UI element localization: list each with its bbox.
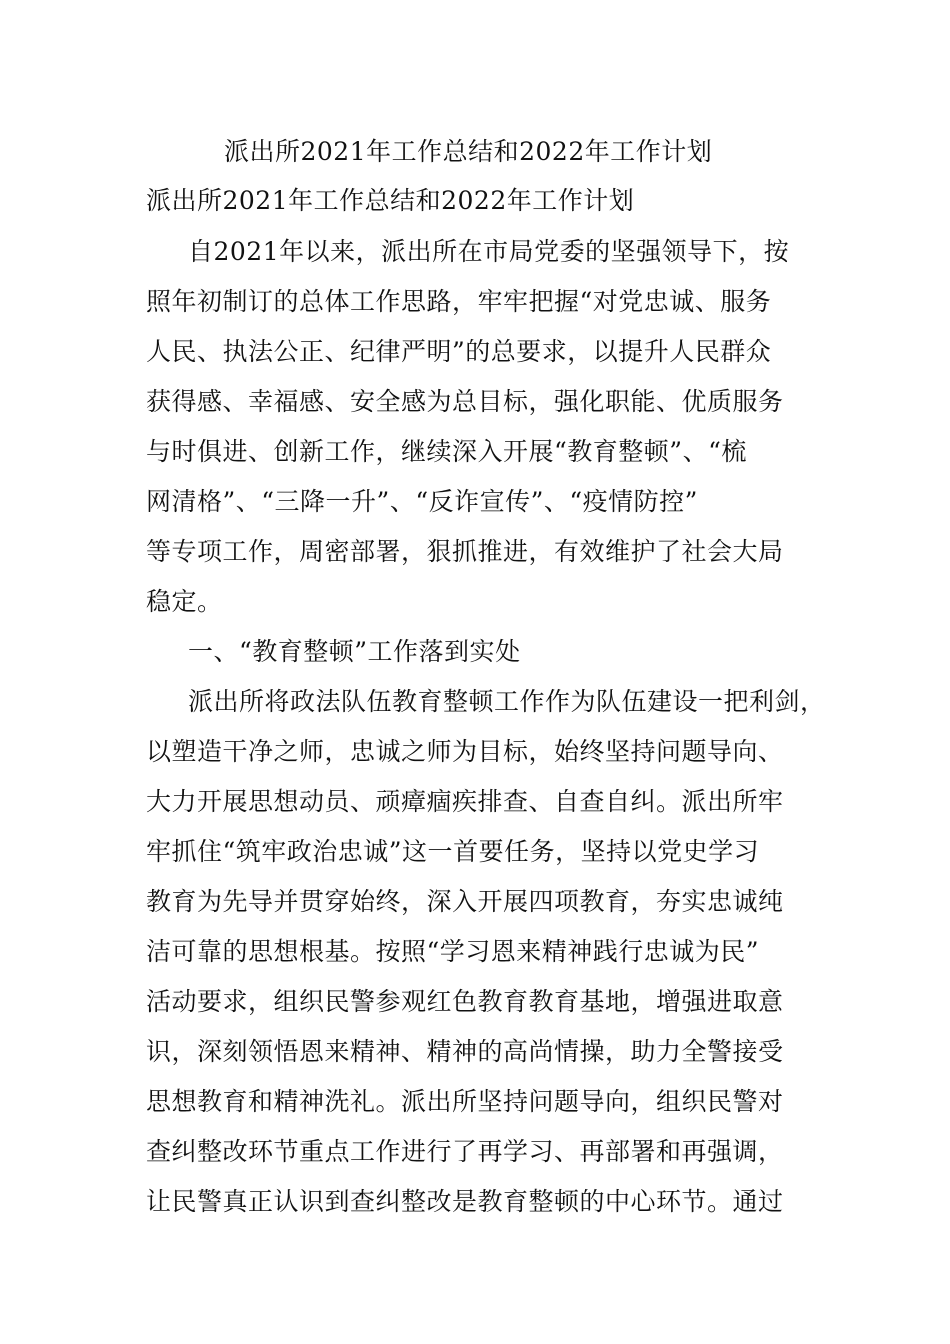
document-title: 派出所2021年工作总结和2022年工作计划 — [224, 137, 713, 166]
paragraph-line: 自2021年以来，派出所在市局党委的坚强领导下，按 — [188, 237, 790, 266]
paragraph-line: 大力开展思想动员、顽瘴痼疾排查、自查自纠。派出所牢 — [146, 787, 784, 816]
paragraph-line: 获得感、幸福感、安全感为总目标，强化职能、优质服务 — [146, 387, 784, 416]
paragraph-line: 网清格”、“三降一升”、“反诈宣传”、“疫情防控” — [146, 487, 698, 516]
paragraph-line: 查纠整改环节重点工作进行了再学习、再部署和再强调， — [146, 1137, 784, 1166]
paragraph-line: 照年初制订的总体工作思路，牢牢把握“对党忠诚、服务 — [146, 287, 772, 316]
paragraph-line: 以塑造干净之师，忠诚之师为目标，始终坚持问题导向、 — [146, 737, 784, 766]
paragraph-line: 与时俱进、创新工作，继续深入开展“教育整顿”、“梳 — [146, 437, 747, 466]
section-heading: 一、“教育整顿”工作落到实处 — [188, 637, 521, 666]
document-subtitle: 派出所2021年工作总结和2022年工作计划 — [146, 186, 635, 215]
paragraph-line: 活动要求，组织民警参观红色教育教育基地，增强进取意 — [146, 987, 784, 1016]
paragraph-line: 派出所将政法队伍教育整顿工作作为队伍建设一把利剑， — [188, 687, 826, 716]
paragraph-line: 人民、执法公正、纪律严明”的总要求，以提升人民群众 — [146, 337, 772, 366]
paragraph-line: 识，深刻领悟恩来精神、精神的高尚情操，助力全警接受 — [146, 1037, 784, 1066]
paragraph-line: 让民警真正认识到查纠整改是教育整顿的中心环节。通过 — [146, 1187, 784, 1216]
paragraph-line: 教育为先导并贯穿始终，深入开展四项教育，夯实忠诚纯 — [146, 887, 784, 916]
paragraph-line: 思想教育和精神洗礼。派出所坚持问题导向，组织民警对 — [146, 1087, 784, 1116]
paragraph-line: 牢抓住“筑牢政治忠诚”这一首要任务，坚持以党史学习 — [146, 837, 760, 866]
paragraph-line: 等专项工作，周密部署，狠抓推进，有效维护了社会大局 — [146, 537, 784, 566]
paragraph-line: 稳定。 — [146, 587, 223, 616]
paragraph-line: 洁可靠的思想根基。按照“学习恩来精神践行忠诚为民” — [146, 937, 760, 966]
